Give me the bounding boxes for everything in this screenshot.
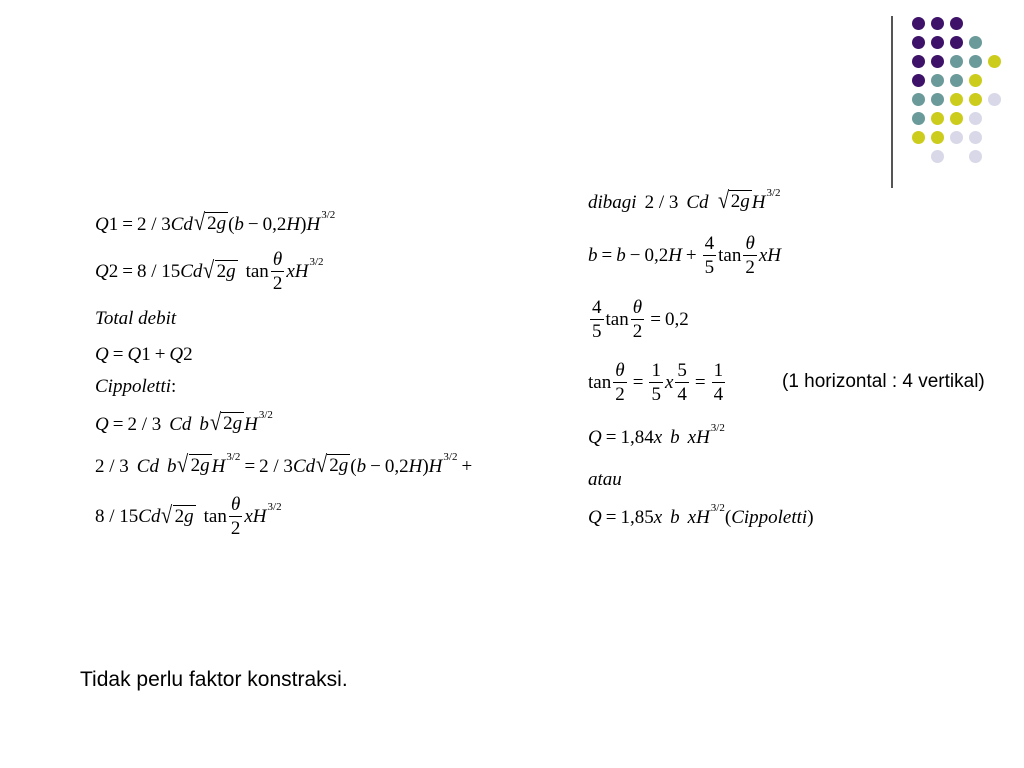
decorative-dot: [912, 17, 925, 30]
symbol: xH: [687, 427, 710, 448]
symbol: 2: [108, 261, 119, 282]
fraction: [229, 495, 243, 538]
symbol: Cd: [170, 213, 193, 235]
fraction: [590, 298, 604, 341]
symbol: H: [408, 455, 423, 477]
symbol: 2: [223, 413, 233, 434]
equation-q-185: [588, 502, 814, 528]
equation-fraction-tan: [588, 298, 689, 341]
numerator: 1: [713, 360, 724, 381]
symbol: 2: [730, 191, 741, 212]
symbol: Cd: [169, 413, 192, 435]
total-debit-label: [95, 309, 176, 328]
symbol: (: [228, 213, 235, 235]
symbol: H: [211, 455, 226, 477]
square-root: √ 2g: [203, 257, 236, 284]
fraction: [271, 250, 285, 293]
coefficient: 2 / 3: [259, 455, 293, 477]
exponent: 3/2: [321, 208, 336, 221]
decorative-dot: [912, 131, 925, 144]
symbol: ): [300, 213, 307, 235]
decorative-dot: [969, 74, 982, 87]
symbol: ): [422, 455, 429, 477]
value: 0,2: [664, 309, 689, 330]
decorative-dot: [969, 55, 982, 68]
cippoletti-label: [95, 377, 176, 396]
fraction: [631, 298, 645, 341]
decorative-dot: [950, 131, 963, 144]
coefficient: 0,2: [644, 245, 669, 266]
numerator: 4: [592, 297, 602, 318]
function-name: tan: [245, 261, 269, 282]
function-name: tan: [588, 372, 612, 393]
equation-long-line2: [95, 495, 282, 538]
function-name: tan: [605, 309, 629, 330]
operator: −: [370, 455, 381, 477]
numerator: θ: [615, 360, 625, 381]
symbol: 1: [108, 213, 119, 235]
operator: −: [629, 245, 641, 266]
symbol: g: [232, 413, 243, 434]
decorative-dot: [950, 55, 963, 68]
symbol: 1: [141, 344, 151, 365]
denominator: 5: [651, 384, 661, 405]
decorative-dot: [950, 36, 963, 49]
symbol: Q: [95, 344, 109, 365]
denominator: 2: [632, 321, 643, 342]
symbol: Q: [95, 261, 109, 282]
decorative-dot: [969, 150, 982, 163]
coefficient: 8 / 15: [136, 261, 181, 282]
numerator: θ: [745, 233, 755, 254]
numerator: 1: [651, 360, 661, 381]
exponent: 3/2: [258, 408, 273, 421]
coefficient: 2 / 3: [644, 191, 679, 213]
exponent: 3/2: [710, 502, 725, 514]
fraction: [703, 234, 717, 277]
decorative-dot: [931, 55, 944, 68]
decorative-dot: [912, 93, 925, 106]
symbol: b: [199, 413, 209, 435]
square-root: √ 2g: [193, 210, 227, 236]
symbol: H: [306, 213, 321, 235]
symbol: 2: [207, 213, 217, 234]
decorative-dot: [912, 74, 925, 87]
equation-q2: [95, 250, 324, 293]
decorative-dot: [969, 131, 982, 144]
denominator: 4: [677, 384, 687, 405]
decorative-dot: [950, 112, 963, 125]
coefficient: 0,2: [262, 213, 287, 235]
coefficient: 2 / 3: [136, 213, 171, 235]
operator: =: [244, 455, 256, 477]
square-root: √ 2g: [316, 452, 349, 478]
symbol: g: [338, 455, 349, 476]
equation-tan-ratio: [588, 361, 727, 404]
symbol: 2: [174, 505, 185, 527]
symbol: 2: [329, 455, 339, 476]
symbol: b: [616, 245, 626, 266]
fraction: [649, 361, 663, 404]
decorative-dot: [969, 112, 982, 125]
decorative-dot: [931, 93, 944, 106]
label-text: Cippoletti: [95, 376, 171, 397]
symbol: g: [740, 191, 750, 212]
slope-note: (1 horizontal : 4 vertikal): [782, 371, 985, 392]
symbol: b: [670, 427, 680, 448]
symbol: Cd: [180, 261, 203, 282]
symbol: 2: [216, 260, 227, 282]
exponent: 3/2: [443, 450, 458, 463]
denominator: 5: [704, 257, 715, 278]
symbol: H: [668, 245, 682, 266]
denominator: 2: [230, 518, 241, 539]
operator: =: [122, 213, 133, 235]
denominator: 2: [615, 384, 625, 405]
decorative-vertical-line: [891, 16, 893, 188]
operator: +: [461, 455, 473, 477]
denominator: 2: [272, 273, 283, 294]
symbol: b: [670, 507, 680, 528]
symbol: Cd: [292, 455, 316, 477]
symbol: Cd: [138, 506, 161, 527]
square-root: √ 2g: [161, 502, 194, 529]
symbol: g: [226, 260, 236, 282]
square-root: √ 2g: [177, 452, 210, 478]
symbol: :: [171, 376, 177, 397]
denominator: 4: [713, 384, 724, 405]
decorative-dot: [950, 74, 963, 87]
symbol: Q: [588, 507, 602, 528]
fraction: [743, 234, 757, 277]
symbol: Q: [95, 213, 109, 235]
exponent: 3/2: [267, 501, 282, 513]
denominator: 5: [592, 321, 602, 342]
numerator: θ: [230, 494, 241, 515]
operator: −: [247, 213, 259, 235]
symbol: H: [751, 191, 766, 213]
symbol: x: [653, 427, 663, 448]
symbol: Q: [588, 427, 602, 448]
operator: =: [122, 261, 133, 282]
symbol: Cd: [136, 455, 159, 477]
decorative-dot: [969, 93, 982, 106]
symbol: xH: [286, 261, 309, 282]
function-name: tan: [718, 245, 742, 266]
coefficient: 8 / 15: [95, 506, 139, 527]
symbol: Q: [95, 413, 109, 435]
label-text: Cippoletti: [731, 507, 808, 528]
decorative-dot: [969, 36, 982, 49]
symbol: g: [184, 505, 194, 527]
symbol: b: [234, 213, 244, 235]
decorative-dot: [988, 55, 1001, 68]
decorative-dot: [931, 17, 944, 30]
symbol: Q: [127, 344, 142, 365]
decorative-dot: [931, 112, 944, 125]
decorative-dot: [931, 150, 944, 163]
value: 1,85: [620, 507, 654, 528]
coefficient: 0,2: [384, 455, 409, 477]
operator: =: [112, 413, 124, 435]
equation-q-184: [588, 422, 725, 448]
fraction: [613, 361, 627, 404]
equation-q-sum: [95, 345, 193, 364]
symbol: x: [653, 507, 663, 528]
symbol: (: [350, 455, 357, 477]
symbol: b: [588, 245, 598, 266]
operator: +: [685, 245, 697, 266]
symbol: H: [244, 413, 258, 435]
atau-label: [588, 470, 622, 489]
operator: =: [694, 372, 706, 393]
equation-b: [588, 234, 781, 277]
numerator: 5: [677, 360, 687, 381]
operator: =: [601, 245, 613, 266]
numerator: θ: [632, 297, 643, 318]
operator: +: [154, 344, 166, 365]
exponent: 3/2: [710, 422, 725, 434]
numerator: 4: [704, 233, 715, 254]
symbol: g: [200, 455, 210, 476]
operator: =: [650, 309, 661, 330]
symbol: 2: [190, 455, 201, 476]
operator: =: [632, 372, 644, 393]
function-name: tan: [203, 506, 227, 527]
symbol: (: [724, 507, 732, 528]
equation-q-cippoletti: [95, 408, 273, 436]
square-root: √ 2g: [209, 410, 243, 436]
label-text: Total debit: [95, 308, 177, 329]
symbol: x: [664, 372, 674, 393]
symbol: g: [216, 213, 227, 234]
symbol: Cd: [686, 191, 709, 213]
square-root: √ 2g: [717, 188, 750, 214]
exponent: 3/2: [766, 186, 781, 199]
label-text: atau: [588, 469, 622, 490]
footer-note: Tidak perlu faktor konstraksi.: [80, 668, 348, 691]
exponent: 3/2: [309, 256, 324, 268]
symbol: xH: [758, 245, 782, 266]
label-text: dibagi: [588, 191, 637, 213]
decorative-dot: [931, 131, 944, 144]
symbol: ): [807, 507, 814, 528]
coefficient: 2 / 3: [127, 413, 162, 435]
operator: =: [605, 427, 617, 448]
numerator: θ: [272, 249, 283, 270]
symbol: xH: [687, 507, 710, 528]
decorative-dot: [912, 112, 925, 125]
value: 1,84: [620, 427, 654, 448]
fraction: [675, 361, 689, 404]
denominator: 2: [745, 257, 755, 278]
decorative-dot: [931, 36, 944, 49]
equation-dibagi: [588, 186, 781, 214]
symbol: 2: [183, 344, 193, 365]
symbol: H: [286, 213, 301, 235]
decorative-dot: [988, 93, 1001, 106]
symbol: H: [428, 455, 443, 477]
coefficient: 2 / 3: [95, 455, 129, 477]
exponent: 3/2: [226, 450, 241, 463]
fraction: [712, 361, 726, 404]
symbol: b: [166, 455, 177, 477]
decorative-dot: [950, 93, 963, 106]
decorative-dot: [912, 55, 925, 68]
symbol: Q: [169, 344, 184, 365]
decorative-dot: [912, 36, 925, 49]
symbol: xH: [244, 506, 267, 527]
equation-long-line1: [95, 450, 476, 478]
operator: =: [112, 344, 124, 365]
operator: =: [605, 507, 617, 528]
decorative-dot: [931, 74, 944, 87]
symbol: b: [356, 455, 367, 477]
equation-q1: [95, 208, 336, 236]
decorative-dot: [950, 17, 963, 30]
decorative-dot-grid: [908, 14, 1018, 164]
